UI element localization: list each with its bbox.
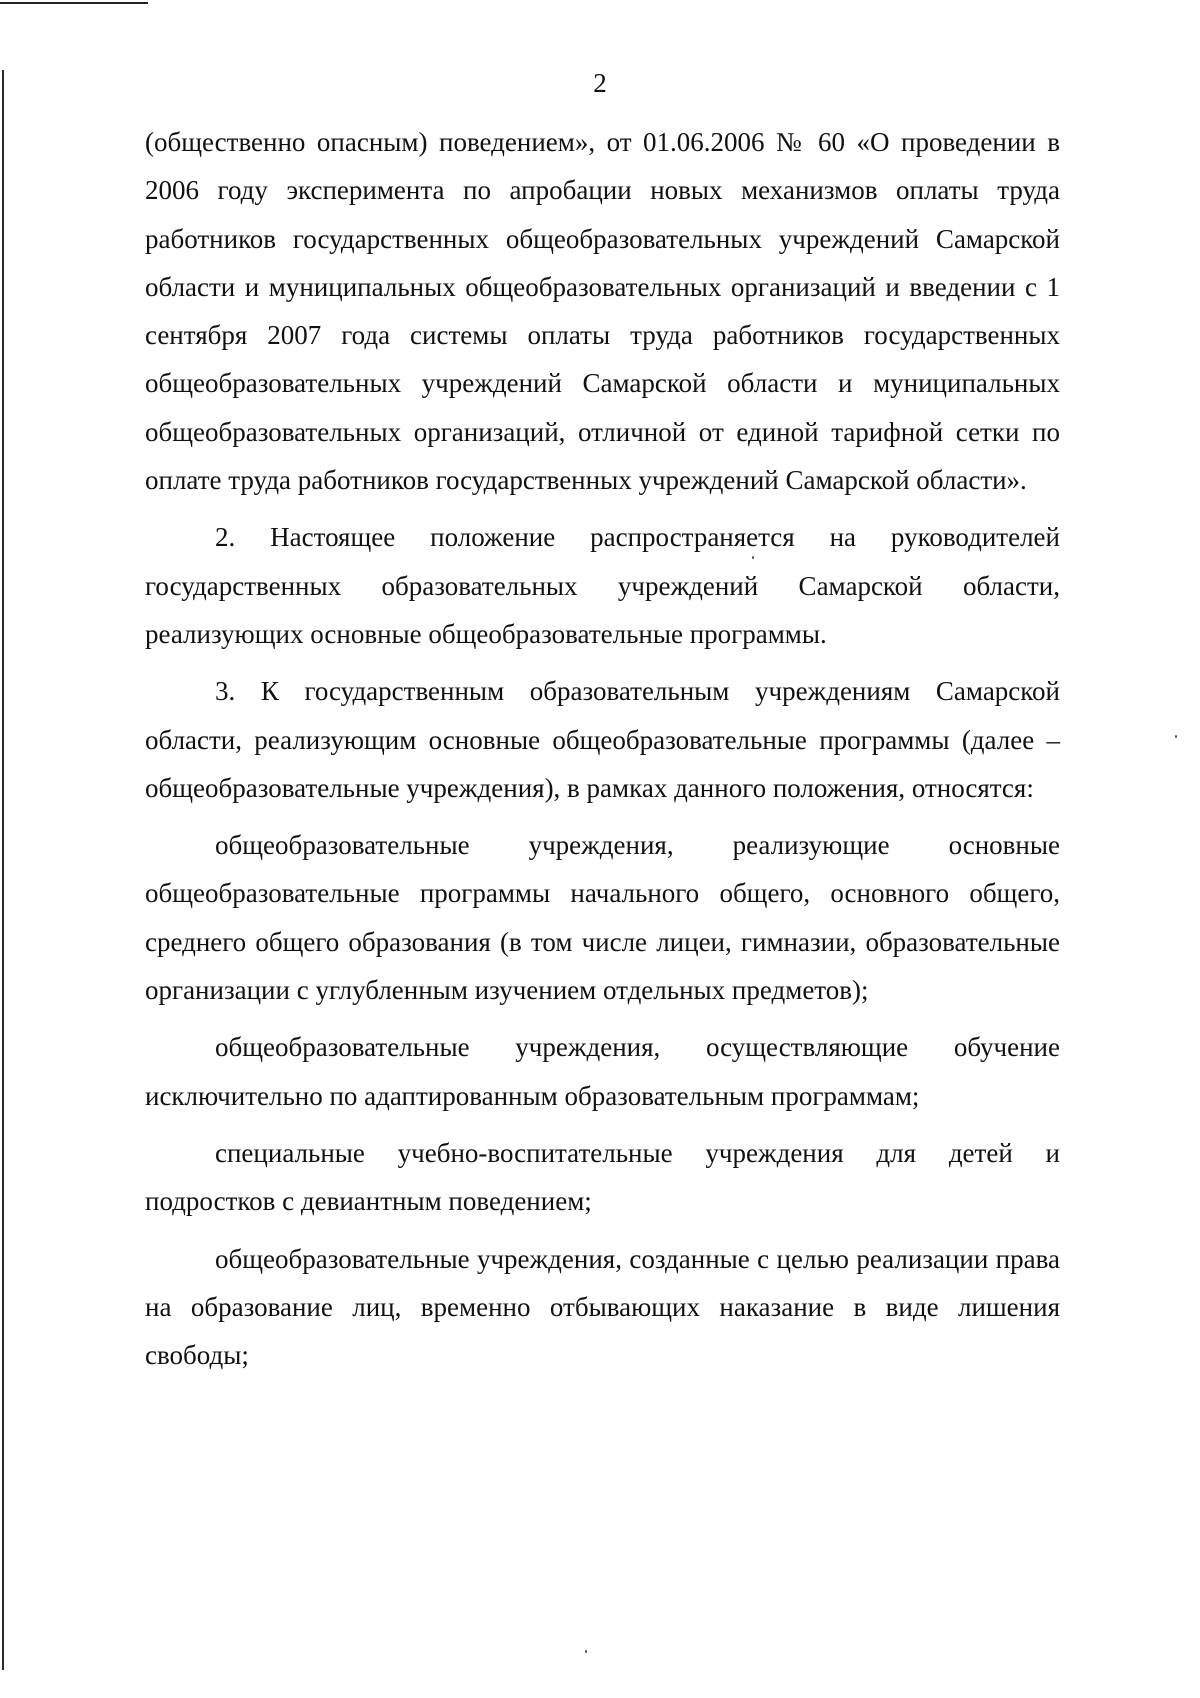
paragraph-list-adapted-programs: общеобразовательные учреждения, осуществляющие обучение исключительно по адаптированным образовательным программам; bbox=[145, 1032, 1060, 1111]
paragraph-continuation: (общественно опасным) поведением», от 01.06.2006 № 60 «О проведении в 2006 году эксперимента по апробации новых механизмов оплаты труда работников государственных общеобразовательных учреждений Самарской области и муниципальных общеобразовательных организаций и введении с 1 сентября 2007 года системы оплаты труда работников государственных общеобразовательных учреждений Самарской области и муниципальных общеобразовательных организаций, отличной от единой тарифной сетки по оплате труда работников государственных учреждений Самарской области». bbox=[145, 127, 1060, 496]
document-body bbox=[145, 118, 1060, 1388]
paragraph-item-2: 2. Настоящее положение распространяется на руководителей государственных образовательных учреждений Самарской области, реализующих основные общеобразовательные программы. bbox=[145, 522, 1060, 649]
scan-speck bbox=[1175, 735, 1177, 738]
scan-speck bbox=[585, 1650, 587, 1653]
paragraph-list-penitentiary-schools: общеобразовательные учреждения, созданные с целью реализации права на образование лиц, временно отбывающих наказание в виде лишения свободы; bbox=[145, 1243, 1060, 1371]
paragraph-list-special-schools: специальные учебно-воспитательные учреждения для детей и подростков с девиантным поведением; bbox=[145, 1137, 1060, 1217]
scan-speck bbox=[752, 556, 754, 559]
paragraph-list-general-schools: общеобразовательные учреждения, реализующие основные общеобразовательные программы начального общего, основного общего, среднего общего образования (в том числе лицеи, гимназии, образовательные организации с углубленным изучением отдельных предметов); bbox=[145, 830, 1060, 1006]
paragraph-item-3: 3. К государственным образовательным учреждениям Самарской области, реализующим основные общеобразовательные программы (далее – общеобразовательные учреждения), в рамках данного положения, относятся: bbox=[145, 676, 1060, 803]
scan-edge-left bbox=[2, 70, 4, 1670]
scan-edge-top bbox=[0, 2, 148, 4]
page-number: 2 bbox=[593, 68, 607, 98]
